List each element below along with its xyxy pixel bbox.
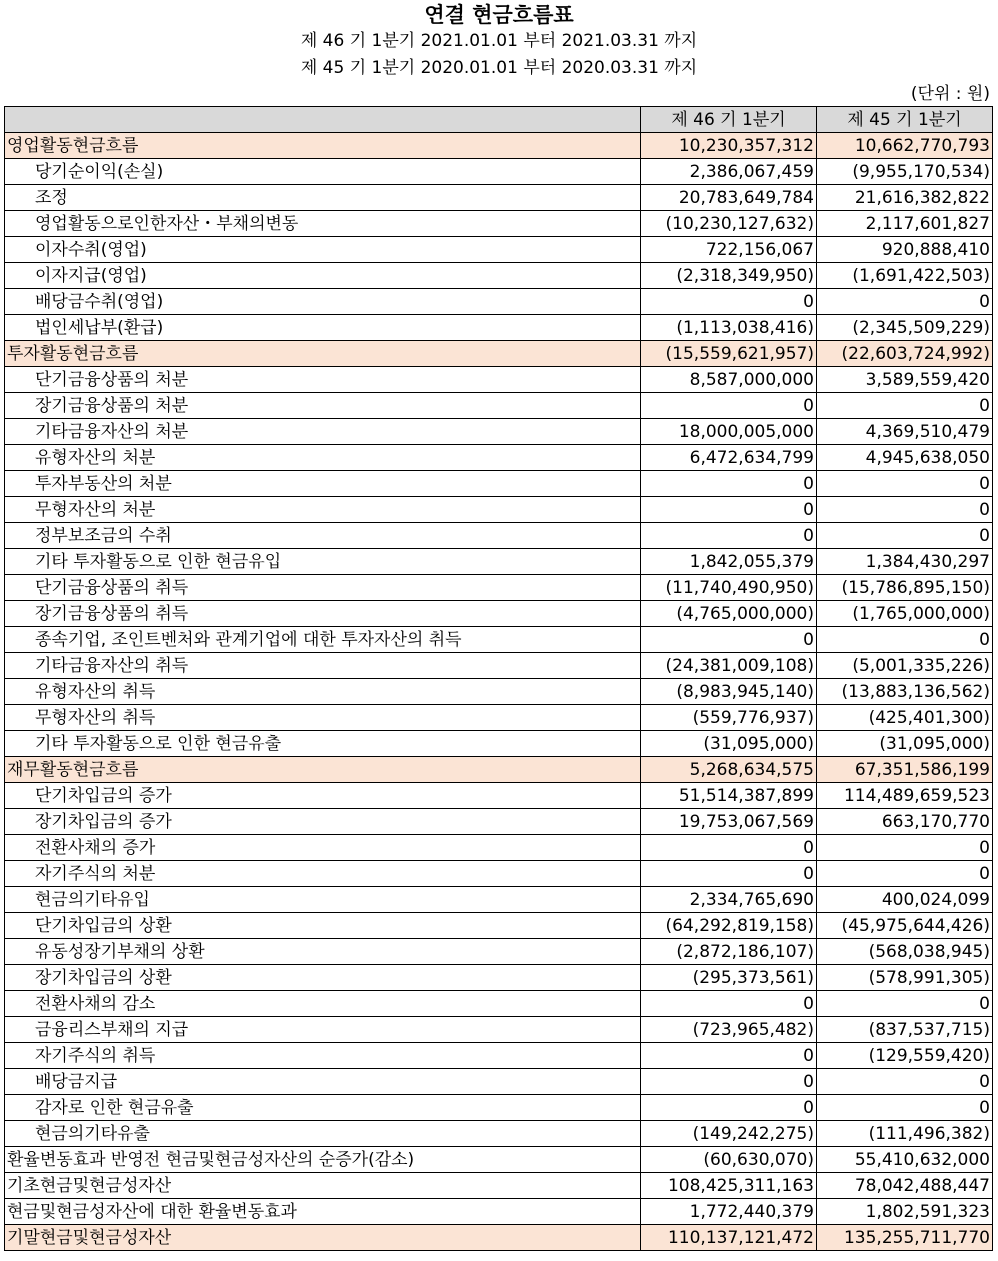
table-row xyxy=(5,471,993,497)
row-value-current: (60,630,070) xyxy=(641,1147,817,1173)
row-label: 이자지급(영업) xyxy=(5,263,641,289)
row-value-prior: 0 xyxy=(817,523,993,549)
row-value-prior: (837,537,715) xyxy=(817,1017,993,1043)
table-header-row xyxy=(5,107,993,133)
table-row xyxy=(5,159,993,185)
table-row xyxy=(5,939,993,965)
table-row xyxy=(5,315,993,341)
row-label: 정부보조금의 수취 xyxy=(5,523,641,549)
header-current-period: 제 46 기 1분기 xyxy=(641,107,817,133)
row-value-prior: 1,384,430,297 xyxy=(817,549,993,575)
row-label: 장기차입금의 증가 xyxy=(5,809,641,835)
row-value-current: 0 xyxy=(641,1043,817,1069)
row-value-current: 6,472,634,799 xyxy=(641,445,817,471)
row-value-prior: 0 xyxy=(817,497,993,523)
row-value-current: (149,242,275) xyxy=(641,1121,817,1147)
table-row xyxy=(5,627,993,653)
row-value-current: (10,230,127,632) xyxy=(641,211,817,237)
row-label: 금융리스부채의 지급 xyxy=(5,1017,641,1043)
table-row xyxy=(5,237,993,263)
table-row xyxy=(5,263,993,289)
table-row xyxy=(5,367,993,393)
row-value-prior: (13,883,136,562) xyxy=(817,679,993,705)
row-value-current: (4,765,000,000) xyxy=(641,601,817,627)
table-row xyxy=(5,1043,993,1069)
row-value-prior: 67,351,586,199 xyxy=(817,757,993,783)
row-value-prior: 4,945,638,050 xyxy=(817,445,993,471)
row-value-prior: 0 xyxy=(817,1069,993,1095)
row-value-prior: 0 xyxy=(817,991,993,1017)
row-value-current: 0 xyxy=(641,289,817,315)
row-value-prior: 2,117,601,827 xyxy=(817,211,993,237)
table-row xyxy=(5,705,993,731)
row-value-current: (11,740,490,950) xyxy=(641,575,817,601)
table-row xyxy=(5,1225,993,1251)
row-value-prior: 114,489,659,523 xyxy=(817,783,993,809)
table-row xyxy=(5,289,993,315)
table-row xyxy=(5,185,993,211)
row-value-current: 1,772,440,379 xyxy=(641,1199,817,1225)
row-value-prior: (129,559,420) xyxy=(817,1043,993,1069)
table-row xyxy=(5,133,993,159)
row-value-prior: 0 xyxy=(817,289,993,315)
row-label: 유형자산의 취득 xyxy=(5,679,641,705)
row-label: 이자수취(영업) xyxy=(5,237,641,263)
header-prior-period: 제 45 기 1분기 xyxy=(817,107,993,133)
row-label: 법인세납부(환급) xyxy=(5,315,641,341)
row-label: 유동성장기부채의 상환 xyxy=(5,939,641,965)
row-label: 종속기업, 조인트벤처와 관계기업에 대한 투자자산의 취득 xyxy=(5,627,641,653)
row-label: 현금의기타유출 xyxy=(5,1121,641,1147)
table-row xyxy=(5,1173,993,1199)
row-value-current: 0 xyxy=(641,1095,817,1121)
row-label: 영업활동으로인한자산・부채의변동 xyxy=(5,211,641,237)
row-label: 기타금융자산의 처분 xyxy=(5,419,641,445)
row-label: 무형자산의 취득 xyxy=(5,705,641,731)
row-value-prior: (578,991,305) xyxy=(817,965,993,991)
row-value-current: 0 xyxy=(641,1069,817,1095)
row-label: 재무활동현금흐름 xyxy=(5,757,641,783)
row-value-prior: 0 xyxy=(817,835,993,861)
table-row xyxy=(5,809,993,835)
row-value-current: 2,386,067,459 xyxy=(641,159,817,185)
row-label: 기타 투자활동으로 인한 현금유입 xyxy=(5,549,641,575)
table-row xyxy=(5,861,993,887)
period-prior: 제 45 기 1분기 2020.01.01 부터 2020.03.31 까지 xyxy=(300,58,698,78)
row-value-current: (15,559,621,957) xyxy=(641,341,817,367)
table-row xyxy=(5,393,993,419)
row-label: 현금의기타유입 xyxy=(5,887,641,913)
table-row xyxy=(5,783,993,809)
row-value-prior: (111,496,382) xyxy=(817,1121,993,1147)
table-row xyxy=(5,653,993,679)
table-row xyxy=(5,419,993,445)
row-label: 유형자산의 처분 xyxy=(5,445,641,471)
row-value-current: 0 xyxy=(641,991,817,1017)
table-row xyxy=(5,965,993,991)
row-value-prior: 0 xyxy=(817,861,993,887)
row-value-current: (31,095,000) xyxy=(641,731,817,757)
row-value-current: (2,872,186,107) xyxy=(641,939,817,965)
row-value-current: 10,230,357,312 xyxy=(641,133,817,159)
row-value-prior: 0 xyxy=(817,471,993,497)
row-label: 당기순이익(손실) xyxy=(5,159,641,185)
table-row xyxy=(5,835,993,861)
header-account xyxy=(5,107,641,133)
row-label: 장기금융상품의 처분 xyxy=(5,393,641,419)
row-value-current: 722,156,067 xyxy=(641,237,817,263)
table-row xyxy=(5,497,993,523)
row-value-current: 0 xyxy=(641,523,817,549)
row-value-prior: (22,603,724,992) xyxy=(817,341,993,367)
statement-title: 연결 현금흐름표 xyxy=(424,3,574,27)
row-value-prior: (5,001,335,226) xyxy=(817,653,993,679)
row-value-prior: (15,786,895,150) xyxy=(817,575,993,601)
row-value-current: (8,983,945,140) xyxy=(641,679,817,705)
row-value-prior: 55,410,632,000 xyxy=(817,1147,993,1173)
row-value-prior: (568,038,945) xyxy=(817,939,993,965)
row-label: 장기차입금의 상환 xyxy=(5,965,641,991)
row-label: 감자로 인한 현금유출 xyxy=(5,1095,641,1121)
table-row xyxy=(5,1017,993,1043)
row-label: 조정 xyxy=(5,185,641,211)
row-value-prior: 400,024,099 xyxy=(817,887,993,913)
row-value-prior: (2,345,509,229) xyxy=(817,315,993,341)
unit-label: (단위 : 원) xyxy=(910,84,990,104)
table-body xyxy=(5,133,993,1251)
table-row xyxy=(5,1069,993,1095)
row-label: 영업활동현금흐름 xyxy=(5,133,641,159)
row-value-prior: 135,255,711,770 xyxy=(817,1225,993,1251)
row-value-prior: 920,888,410 xyxy=(817,237,993,263)
row-value-prior: 4,369,510,479 xyxy=(817,419,993,445)
row-value-current: (2,318,349,950) xyxy=(641,263,817,289)
row-label: 투자부동산의 처분 xyxy=(5,471,641,497)
row-value-current: 0 xyxy=(641,835,817,861)
row-label: 무형자산의 처분 xyxy=(5,497,641,523)
row-value-current: 18,000,005,000 xyxy=(641,419,817,445)
row-value-prior: (45,975,644,426) xyxy=(817,913,993,939)
table-row xyxy=(5,679,993,705)
row-label: 전환사채의 감소 xyxy=(5,991,641,1017)
row-value-prior: 663,170,770 xyxy=(817,809,993,835)
table-row xyxy=(5,757,993,783)
table-row xyxy=(5,341,993,367)
row-label: 자기주식의 취득 xyxy=(5,1043,641,1069)
table-row xyxy=(5,1147,993,1173)
row-label: 단기차입금의 증가 xyxy=(5,783,641,809)
row-label: 배당금수취(영업) xyxy=(5,289,641,315)
row-value-prior: 0 xyxy=(817,627,993,653)
table-row xyxy=(5,1199,993,1225)
table-row xyxy=(5,601,993,627)
row-label: 투자활동현금흐름 xyxy=(5,341,641,367)
row-value-current: (24,381,009,108) xyxy=(641,653,817,679)
row-value-current: (559,776,937) xyxy=(641,705,817,731)
row-value-current: (295,373,561) xyxy=(641,965,817,991)
row-value-prior: 21,616,382,822 xyxy=(817,185,993,211)
row-label: 전환사채의 증가 xyxy=(5,835,641,861)
row-value-prior: (1,765,000,000) xyxy=(817,601,993,627)
table-row xyxy=(5,913,993,939)
row-label: 환율변동효과 반영전 현금및현금성자산의 순증가(감소) xyxy=(5,1147,641,1173)
row-value-prior: 0 xyxy=(817,1095,993,1121)
row-value-current: 0 xyxy=(641,627,817,653)
table-row xyxy=(5,211,993,237)
row-value-prior: 78,042,488,447 xyxy=(817,1173,993,1199)
row-value-current: 0 xyxy=(641,393,817,419)
row-value-current: 51,514,387,899 xyxy=(641,783,817,809)
row-value-current: 8,587,000,000 xyxy=(641,367,817,393)
period-current: 제 46 기 1분기 2021.01.01 부터 2021.03.31 까지 xyxy=(300,31,698,51)
row-value-current: 5,268,634,575 xyxy=(641,757,817,783)
table-row xyxy=(5,991,993,1017)
row-label: 배당금지급 xyxy=(5,1069,641,1095)
row-label: 단기금융상품의 처분 xyxy=(5,367,641,393)
row-label: 기말현금및현금성자산 xyxy=(5,1225,641,1251)
row-label: 기타 투자활동으로 인한 현금유출 xyxy=(5,731,641,757)
row-label: 기초현금및현금성자산 xyxy=(5,1173,641,1199)
row-value-current: 0 xyxy=(641,497,817,523)
row-value-prior: 0 xyxy=(817,393,993,419)
row-value-current: 1,842,055,379 xyxy=(641,549,817,575)
row-value-current: (723,965,482) xyxy=(641,1017,817,1043)
row-value-current: 19,753,067,569 xyxy=(641,809,817,835)
row-value-current: 108,425,311,163 xyxy=(641,1173,817,1199)
row-value-current: 110,137,121,472 xyxy=(641,1225,817,1251)
row-label: 자기주식의 처분 xyxy=(5,861,641,887)
table-row xyxy=(5,731,993,757)
table-row xyxy=(5,1121,993,1147)
row-label: 기타금융자산의 취득 xyxy=(5,653,641,679)
row-label: 장기금융상품의 취득 xyxy=(5,601,641,627)
row-value-current: 0 xyxy=(641,471,817,497)
row-value-prior: (425,401,300) xyxy=(817,705,993,731)
row-value-prior: 1,802,591,323 xyxy=(817,1199,993,1225)
row-label: 현금및현금성자산에 대한 환율변동효과 xyxy=(5,1199,641,1225)
row-label: 단기차입금의 상환 xyxy=(5,913,641,939)
row-value-current: 0 xyxy=(641,861,817,887)
row-value-prior: 3,589,559,420 xyxy=(817,367,993,393)
statement-header xyxy=(0,0,998,82)
row-value-prior: 10,662,770,793 xyxy=(817,133,993,159)
cash-flow-table xyxy=(4,106,993,1251)
row-value-prior: (1,691,422,503) xyxy=(817,263,993,289)
row-label: 단기금융상품의 취득 xyxy=(5,575,641,601)
row-value-current: 2,334,765,690 xyxy=(641,887,817,913)
table-row xyxy=(5,523,993,549)
table-row xyxy=(5,445,993,471)
table-row xyxy=(5,575,993,601)
row-value-current: 20,783,649,784 xyxy=(641,185,817,211)
table-row xyxy=(5,549,993,575)
row-value-prior: (31,095,000) xyxy=(817,731,993,757)
row-value-current: (64,292,819,158) xyxy=(641,913,817,939)
row-value-current: (1,113,038,416) xyxy=(641,315,817,341)
row-value-prior: (9,955,170,534) xyxy=(817,159,993,185)
table-row xyxy=(5,887,993,913)
table-row xyxy=(5,1095,993,1121)
